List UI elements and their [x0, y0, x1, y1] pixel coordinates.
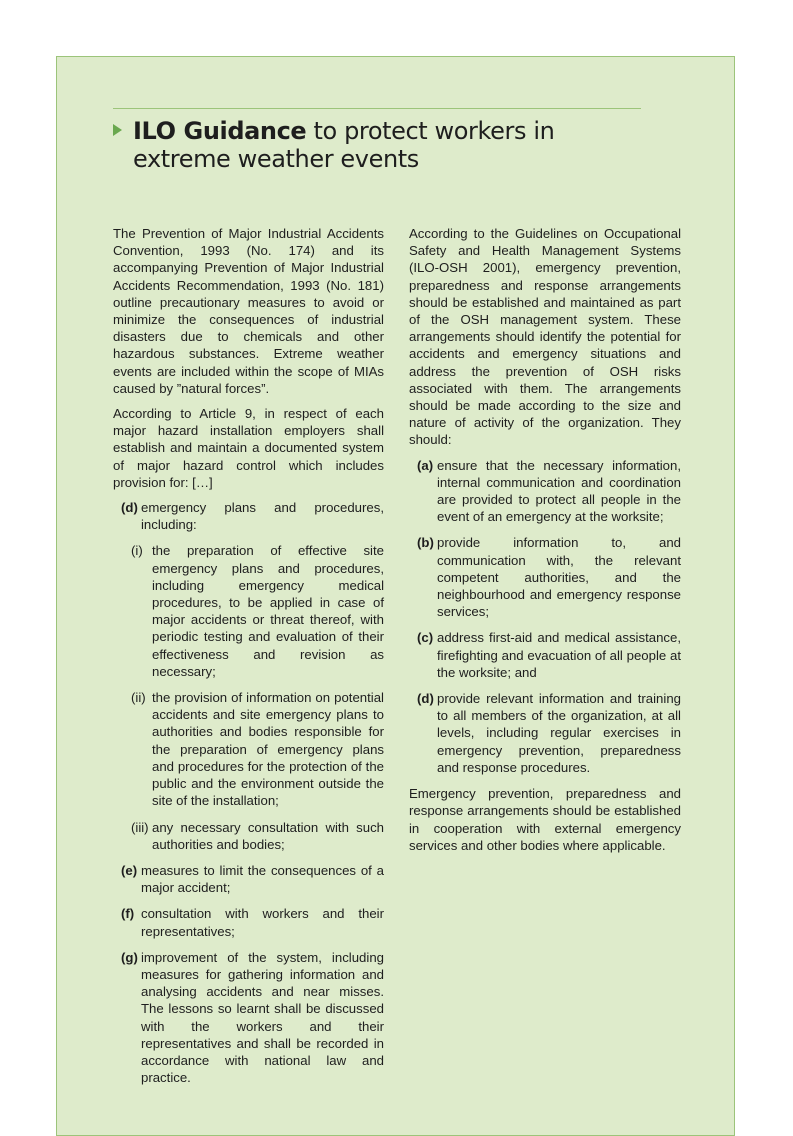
list-text: provide relevant information and training to all members of the organization, at all levels, including regular exercises in emergency prevention, preparedness and response procedures. [437, 691, 681, 775]
list-text: provide information to, and communication with, the relevant competent authorities, and the neighbourhood and emergency response services; [437, 535, 681, 620]
guidance-panel [56, 56, 735, 1136]
page-title [113, 117, 633, 173]
list-text: ensure that the necessary information, internal communication and coordination are provided to protect all people in the event of an emergency at the worksite; [437, 457, 681, 525]
list-item-c [409, 629, 681, 681]
list-marker: (a) [417, 457, 434, 473]
list-item-b [409, 534, 681, 620]
list-marker: (i) [131, 543, 143, 559]
title-line-1 [113, 117, 633, 145]
list-text: consultation with workers and their representatives; [141, 906, 384, 939]
list-item-f [113, 905, 384, 939]
list-marker: (f) [121, 906, 135, 922]
list-text: measures to limit the consequences of a major accident; [141, 862, 384, 896]
right-paragraph-2: Emergency prevention, preparedness and response arrangements should be established in cooperation with external emergency services and other bodies where applicable. [409, 786, 681, 853]
list-marker: (b) [417, 535, 434, 551]
title-bold: ILO Guidance [133, 117, 307, 145]
list-text: emergency plans and procedures, including: [141, 500, 384, 533]
list-marker: (g) [121, 949, 138, 965]
left-column [113, 225, 384, 1095]
list-marker: (d) [121, 500, 138, 516]
list-marker: (d) [417, 691, 434, 707]
list-marker: (e) [121, 862, 138, 878]
triangle-bullet-icon [113, 124, 122, 136]
list-item-iii [113, 819, 384, 853]
list-item-d [113, 499, 384, 533]
list-item-a [409, 457, 681, 526]
list-item-ii [113, 689, 384, 809]
list-marker: (c) [417, 630, 434, 646]
right-column [409, 225, 681, 862]
left-paragraph-1: The Prevention of Major Industrial Accidents Convention, 1993 (No. 174) and its accompanying Prevention of Major Industrial Accidents Recommendation, 1993 (No. 181) outline precautionary measures to avoid or minimize the consequences of industrial disasters due to chemicals and other hazardous substances. Extreme weather events are included within the scope of MIAs caused by ”natural forces”. [113, 226, 384, 396]
list-text: the preparation of effective site emergency plans and procedures, including emergency medical procedures, to be applied in case of major accidents or threat thereof, with periodic testing and evaluation of their effectiveness and revision as necessary; [152, 543, 384, 679]
list-marker: (iii) [131, 819, 149, 835]
header-rule [113, 108, 641, 109]
title-rest: to protect workers in [306, 117, 555, 145]
left-paragraph-2: According to Article 9, in respect of each major hazard installation employers shall establish and maintain a documented system of major hazard control which includes provision for: […] [113, 406, 384, 490]
list-item-e [113, 862, 384, 896]
list-text: improvement of the system, including measures for gathering information and analysing accidents and near misses. The lessons so learnt shall be discussed with the workers and their representatives and shall be recorded in accordance with national law and practice. [141, 949, 384, 1086]
list-marker: (ii) [131, 690, 146, 706]
title-line-2: extreme weather events [133, 145, 419, 173]
right-paragraph-1: According to the Guidelines on Occupational Safety and Health Management Systems (ILO-OSH 2001), emergency prevention, preparedness and response arrangements should be established and maintained as part of the OSH management system. These arrangements should identify the potential for accidents and emergency situations and address the prevention of OSH risks associated with them. The arrangements should be made according to the size and nature of activity of the organization. They should: [409, 226, 681, 448]
list-text: address first-aid and medical assistance, firefighting and evacuation of all people at the worksite; and [437, 630, 681, 680]
list-item-g [113, 949, 384, 1087]
list-text: the provision of information on potential accidents and site emergency plans to authorities and bodies responsible for the preparation of emergency plans and procedures for the protection of the public and the environment outside the site of the installation; [152, 690, 384, 809]
list-text: any necessary consultation with such authorities and bodies; [152, 819, 384, 852]
list-item-d-right [409, 690, 681, 776]
list-item-i [113, 542, 384, 680]
